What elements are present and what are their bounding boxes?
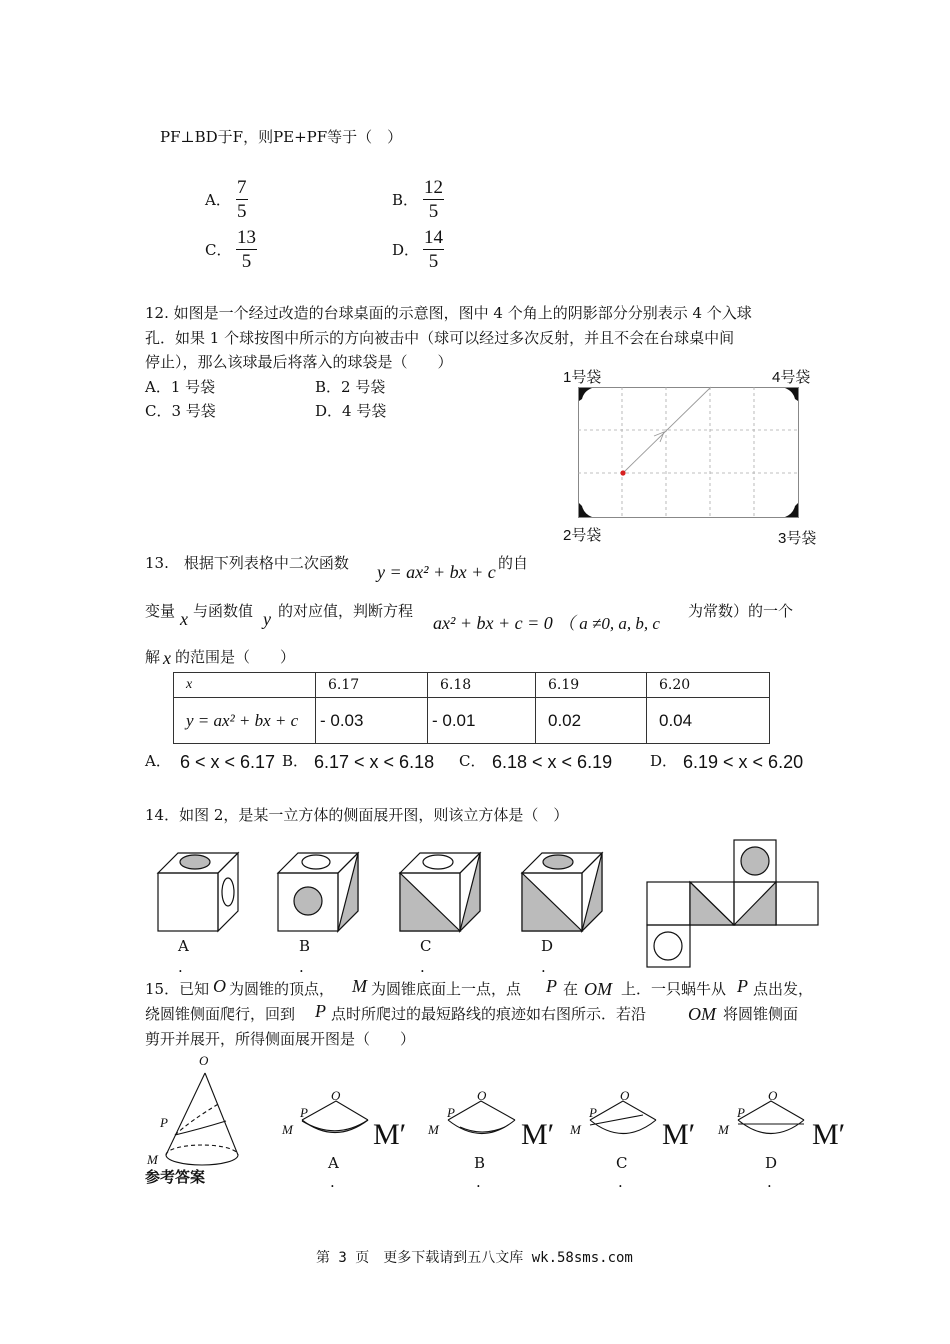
q13-option-c-range: 6.18 < x < 6.19 bbox=[492, 752, 613, 772]
development-c bbox=[590, 1101, 656, 1134]
table-cell: 6.20 bbox=[647, 673, 770, 698]
dev-b-label-m: M bbox=[428, 1122, 439, 1137]
q13-line3-a: 解 bbox=[145, 648, 161, 666]
table-cell: 6.19 bbox=[536, 673, 647, 698]
development-d bbox=[738, 1101, 804, 1134]
development-a bbox=[302, 1101, 368, 1145]
dev-d-label-o: O bbox=[768, 1088, 778, 1103]
q11-option-b-fraction bbox=[423, 177, 444, 224]
cube-d-dot: . bbox=[541, 958, 546, 976]
q13-line3-b: 的范围是（ ） bbox=[175, 648, 296, 666]
q15-line1-c: 为圆锥底面上一点，点 bbox=[371, 980, 522, 998]
cube-c-dot: . bbox=[420, 958, 425, 976]
page-footer: 第 3 页 更多下载请到五八文库 wk.58sms.com bbox=[316, 1250, 633, 1266]
cube-a-label: A bbox=[178, 937, 189, 955]
dev-d-dot: . bbox=[767, 1173, 772, 1191]
q11-option-a-fraction bbox=[236, 177, 248, 224]
denominator: 5 bbox=[237, 201, 247, 222]
cube-b bbox=[278, 853, 358, 931]
q12-option-a: A．1 号袋 bbox=[145, 378, 216, 396]
dev-a-label-o: O bbox=[331, 1088, 341, 1103]
numerator: 12 bbox=[424, 177, 443, 198]
q12-option-d: D．4 号袋 bbox=[315, 402, 387, 420]
cube-d bbox=[522, 853, 602, 931]
dev-c-label-mprime: M′ bbox=[662, 1118, 696, 1151]
pocket-3-shape bbox=[785, 503, 798, 517]
denominator: 5 bbox=[428, 201, 439, 222]
dev-d-label-m: M bbox=[718, 1122, 729, 1137]
q11-option-c-label: C． bbox=[205, 241, 232, 259]
table-cell: 0.04 bbox=[647, 698, 770, 744]
q13-line2-d: 为常数）的一个 bbox=[688, 602, 794, 620]
var-y: y bbox=[263, 609, 271, 629]
cube-c bbox=[400, 853, 480, 931]
dev-a-option: A bbox=[328, 1154, 339, 1172]
dev-c-label-p: P bbox=[589, 1105, 597, 1120]
var-OM: OM bbox=[584, 979, 612, 999]
q13-line2-c: 的对应值，判断方程 bbox=[278, 602, 414, 620]
q13-option-d-range: 6.19 < x < 6.20 bbox=[683, 752, 804, 772]
development-b bbox=[448, 1101, 515, 1134]
q13-line2-a: 变量 bbox=[145, 602, 176, 620]
cube-net bbox=[647, 840, 818, 967]
var-M: M bbox=[352, 976, 367, 996]
q13-equation: ax² + bx + c = 0 bbox=[433, 613, 553, 633]
table-cell: - 0.01 bbox=[428, 698, 536, 744]
cube-b-dot: . bbox=[299, 958, 304, 976]
table-row-label: y = ax² + bx + c bbox=[174, 698, 316, 744]
table-border bbox=[579, 388, 799, 518]
table-row bbox=[174, 673, 770, 698]
var-x-2: x bbox=[163, 648, 171, 668]
dev-b-option: B bbox=[474, 1154, 486, 1172]
pocket-2-shape bbox=[579, 503, 592, 517]
dev-c-label-m: M bbox=[570, 1122, 581, 1137]
var-P-3: P bbox=[315, 1001, 326, 1021]
q15-line3: 剪开并展开，所得侧面展开图是（ ） bbox=[145, 1030, 416, 1048]
pocket-1-label: 1号袋 bbox=[563, 369, 602, 386]
q13-option-a-label: A． bbox=[145, 752, 171, 770]
table-cell: - 0.03 bbox=[316, 698, 428, 744]
dev-c-dot: . bbox=[618, 1173, 623, 1191]
dev-a-label-mprime: M′ bbox=[373, 1118, 407, 1151]
q11-option-a-label: A． bbox=[205, 191, 231, 209]
q15-line2-a: 绕圆锥侧面爬行，回到 bbox=[145, 1005, 296, 1023]
direction-arrow-icon bbox=[654, 432, 664, 442]
q13-condition: （ a ≠0, a, b, c bbox=[558, 614, 660, 633]
var-P-2: P bbox=[737, 976, 748, 996]
q13-option-d-label: D． bbox=[650, 752, 678, 770]
cube-c-label: C bbox=[420, 937, 432, 955]
ball bbox=[620, 470, 625, 475]
table-cell: 6.18 bbox=[428, 673, 536, 698]
q13-option-b-range: 6.17 < x < 6.18 bbox=[314, 752, 435, 772]
cube-b-label: B bbox=[299, 937, 311, 955]
dev-a-label-m: M bbox=[282, 1122, 293, 1137]
q13-option-b-label: B． bbox=[282, 752, 309, 770]
table-grid bbox=[578, 387, 798, 517]
table-cell: 6.17 bbox=[316, 673, 428, 698]
q15-line1-d: 在 bbox=[563, 980, 579, 998]
q13-intro: 13. 根据下列表格中二次函数 bbox=[145, 554, 349, 572]
var-OM-2: OM bbox=[688, 1004, 716, 1024]
pocket-3-label: 3号袋 bbox=[778, 530, 817, 547]
q15-line1-b: 为圆锥的顶点， bbox=[229, 980, 335, 998]
q14-figures bbox=[150, 845, 830, 970]
denominator: 5 bbox=[428, 251, 439, 272]
dev-d-option: D bbox=[765, 1154, 778, 1172]
q15-line1-e: 上．一只蜗牛从 bbox=[621, 980, 727, 998]
q15-line2-b: 点时所爬过的最短路线的痕迹如右图所示．若沿 bbox=[331, 1005, 647, 1023]
q11-option-c-fraction bbox=[236, 227, 257, 274]
answers-heading: 参考答案 bbox=[145, 1168, 206, 1186]
q13-table bbox=[173, 672, 770, 744]
ball-path bbox=[623, 387, 711, 473]
dev-d-label-p: P bbox=[737, 1105, 745, 1120]
q13-option-c-label: C． bbox=[459, 752, 486, 770]
billiard-table-figure bbox=[578, 387, 800, 519]
cone bbox=[166, 1073, 238, 1165]
dev-b-label-mprime: M′ bbox=[521, 1118, 555, 1151]
q13-intro-tail: 的自 bbox=[498, 554, 529, 572]
dev-c-label-o: O bbox=[620, 1088, 630, 1103]
q15-line1-a: 15．已知 bbox=[145, 980, 210, 998]
var-P: P bbox=[546, 976, 557, 996]
pocket-2-label: 2号袋 bbox=[563, 527, 602, 544]
q15-line2-c: 将圆锥侧面 bbox=[723, 1005, 799, 1023]
denominator: 5 bbox=[241, 251, 252, 272]
var-O: O bbox=[213, 976, 226, 996]
dev-b-label-p: P bbox=[447, 1105, 455, 1120]
q14-stem: 14．如图 2，是某一立方体的侧面展开图，则该立方体是（ ） bbox=[145, 806, 569, 824]
table-cell: 0.02 bbox=[536, 698, 647, 744]
q15-line1-f: 点出发， bbox=[753, 980, 814, 998]
q12-line-3: 停止），那么该球最后将落入的球袋是（ ） bbox=[145, 353, 453, 371]
q13-line2-b: 与函数值 bbox=[193, 602, 254, 620]
cube-a-dot: . bbox=[178, 958, 183, 976]
table-header-x: x bbox=[174, 673, 316, 698]
q11-option-d-label: D． bbox=[392, 241, 420, 259]
q12-option-b: B．2 号袋 bbox=[315, 378, 386, 396]
var-x: x bbox=[180, 609, 188, 629]
q11-stem: PF⊥BD于F，则PE+PF等于（ ） bbox=[160, 128, 403, 146]
q15-figures bbox=[150, 1055, 850, 1175]
q11-option-b-label: B． bbox=[392, 191, 419, 209]
numerator: 13 bbox=[237, 227, 256, 248]
pocket-1-shape bbox=[579, 388, 592, 401]
cone-label-o: O bbox=[199, 1053, 209, 1068]
dev-b-dot: . bbox=[476, 1173, 481, 1191]
cone-label-p: P bbox=[160, 1115, 168, 1130]
dev-a-dot: . bbox=[330, 1173, 335, 1191]
q11-option-d-fraction bbox=[423, 227, 444, 274]
cube-d-label: D bbox=[541, 937, 554, 955]
pocket-4-label: 4号袋 bbox=[772, 369, 811, 386]
pocket-4-shape bbox=[785, 388, 798, 401]
q12-line-2: 孔．如果 1 个球按图中所示的方向被击中（球可以经过多次反射，并且不会在台球桌中间 bbox=[145, 329, 735, 347]
dev-a-label-p: P bbox=[300, 1105, 308, 1120]
q12-option-c: C．3 号袋 bbox=[145, 402, 216, 420]
dev-c-option: C bbox=[616, 1154, 628, 1172]
q12-line-1: 12. 如图是一个经过改造的台球桌面的示意图，图中 4 个角上的阴影部分分别表示 4 个入球 bbox=[145, 304, 752, 322]
dev-d-label-mprime: M′ bbox=[812, 1118, 846, 1151]
dev-b-label-o: O bbox=[477, 1088, 487, 1103]
cone-label-m: M bbox=[147, 1152, 158, 1167]
q13-option-a-range: 6 < x < 6.17 bbox=[180, 752, 276, 772]
q13-function: y = ax² + bx + c bbox=[377, 562, 496, 582]
cube-a bbox=[158, 853, 238, 931]
numerator: 14 bbox=[424, 227, 443, 248]
numerator: 7 bbox=[237, 177, 247, 198]
table-row bbox=[174, 698, 770, 744]
